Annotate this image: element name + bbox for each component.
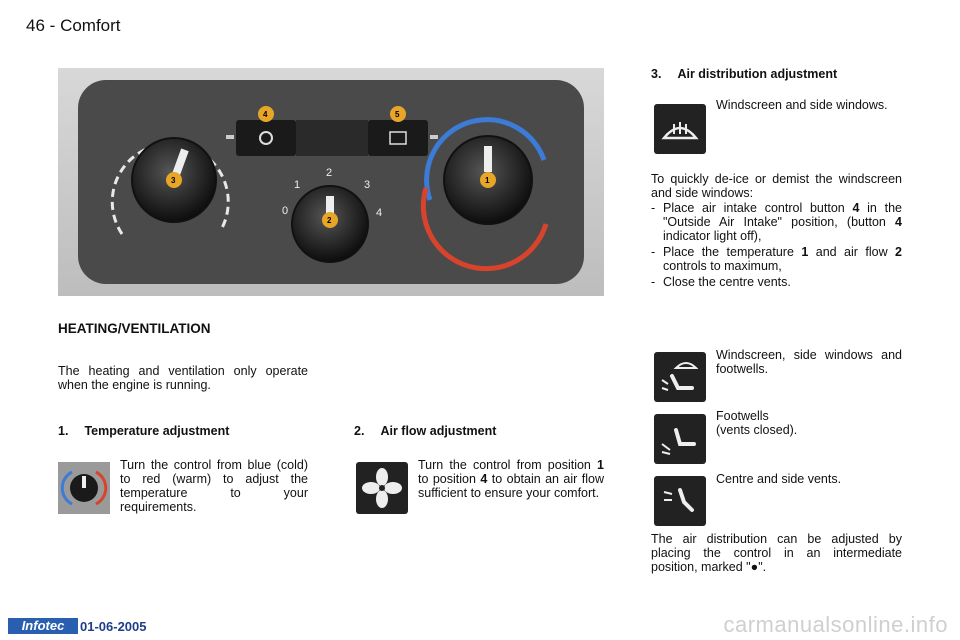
dial-mark-4: 4 — [376, 207, 383, 219]
air-intake-button[interactable] — [236, 120, 296, 156]
panel-centre-blank — [296, 120, 368, 156]
watermark: carmanualsonline.info — [723, 612, 948, 637]
deice-step-3: - Close the centre vents. — [651, 275, 902, 289]
face-vent-icon — [654, 476, 706, 526]
intro-text: The heating and ventilation only operate when the engine is running. — [58, 364, 308, 392]
svg-text:3: 3 — [171, 176, 176, 185]
windscreen-footwells-text: Windscreen, side windows and footwells. — [716, 348, 902, 376]
windscreen-footwell-icon — [654, 352, 706, 402]
dial-mark-1: 1 — [294, 179, 301, 191]
footwells-text: Footwells (vents closed). — [716, 409, 798, 437]
badge-5 — [390, 106, 406, 122]
page-header — [26, 16, 121, 36]
distribution-heading: 3. Air distribution adjustment — [651, 67, 838, 81]
badge-1 — [480, 172, 496, 188]
footwell-icon — [654, 414, 706, 464]
airflow-heading: 2. Air flow adjustment — [354, 424, 497, 438]
svg-text:2: 2 — [327, 216, 332, 225]
distribution-closing: The air distribution can be adjusted by placing the control in an intermediate position, marked "●". — [651, 532, 902, 574]
dial-mark-3: 3 — [364, 179, 371, 191]
page-title: HEATING/VENTILATION — [58, 321, 211, 336]
temperature-text: Turn the control from blue (cold) to red (warm) to adjust the temperature to your requirements. — [120, 458, 308, 514]
deice-step-2: - Place the temperature 1 and air flow 2 controls to maximum, — [651, 245, 902, 273]
header-separator: - — [49, 16, 56, 35]
rear-demist-button[interactable] — [368, 120, 428, 156]
infotec-logo: Infotec — [8, 618, 78, 634]
centre-side-text: Centre and side vents. — [716, 472, 842, 486]
control-panel-illustration — [58, 68, 604, 296]
dial-mark-2: 2 — [326, 167, 333, 179]
badge-3 — [166, 172, 182, 188]
deice-step-1: - Place air intake control button 4 in the "Outside Air Intake" position, (button 4 indicator light off), — [651, 201, 902, 243]
svg-text:4: 4 — [263, 110, 268, 119]
svg-text:1: 1 — [485, 176, 490, 185]
dial-mark-0: 0 — [282, 205, 289, 217]
deice-intro: To quickly de-ice or demist the windscreen and side windows: — [651, 172, 902, 200]
deice-steps — [651, 201, 902, 291]
airflow-text: Turn the control from position 1 to position 4 to obtain an air flow sufficient to ensure your comfort. — [418, 458, 604, 500]
badge-4 — [258, 106, 274, 122]
page-number: 46 — [26, 16, 45, 35]
windscreen-demist-icon — [654, 104, 706, 154]
windscreen-text: Windscreen and side windows. — [716, 98, 888, 112]
fan-icon — [356, 462, 408, 514]
svg-text:5: 5 — [395, 110, 400, 119]
section-title: Comfort — [60, 16, 121, 35]
footer-date: 01-06-2005 — [80, 619, 147, 634]
temperature-icon — [58, 462, 110, 514]
temperature-heading: 1. Temperature adjustment — [58, 424, 230, 438]
badge-2 — [322, 212, 338, 228]
